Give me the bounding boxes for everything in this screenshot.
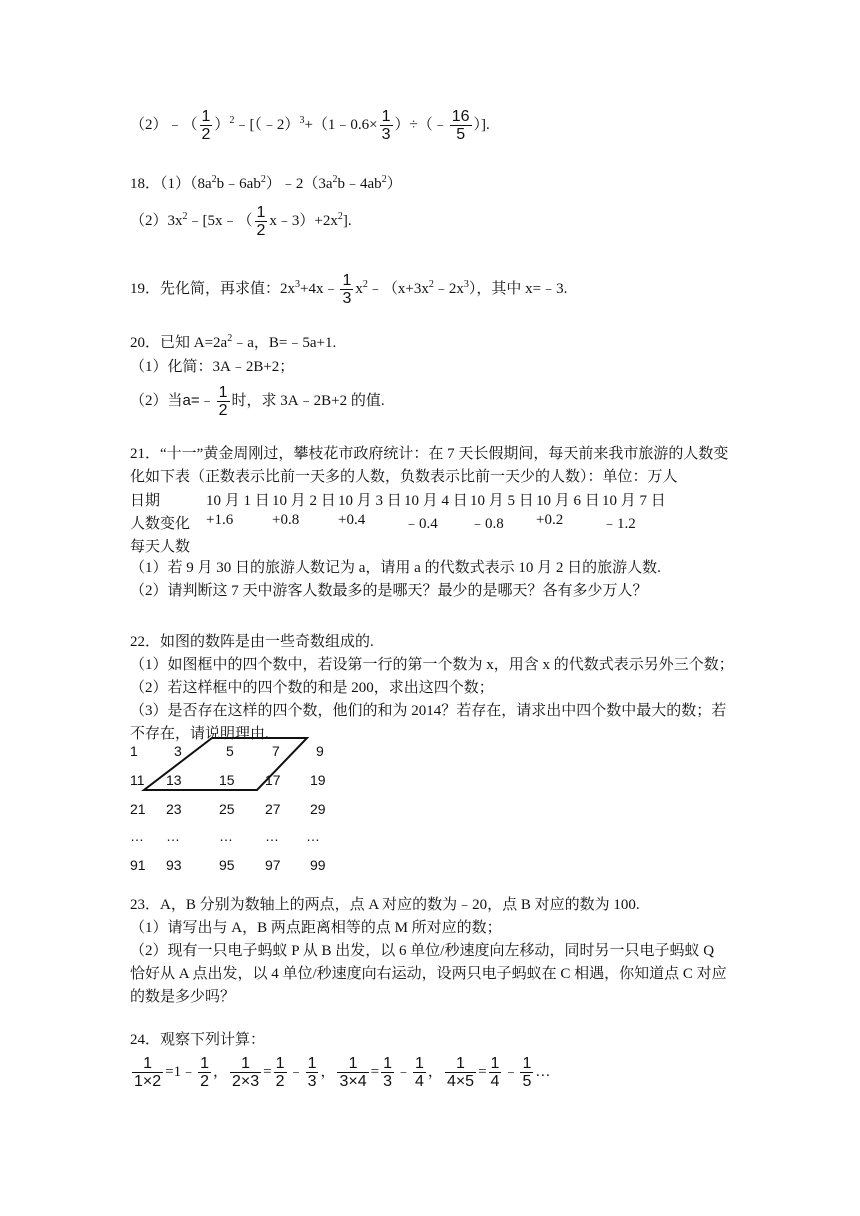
q20-line2: （1）化简：3A﹣2B+2； — [130, 359, 295, 375]
grid-cell: 17 — [265, 772, 281, 788]
grid-cell: 13 — [166, 772, 182, 788]
table-cell: 10 月 1 日 — [206, 493, 270, 509]
grid-cell: 3 — [174, 743, 182, 759]
grid-cell: 99 — [310, 857, 326, 873]
q23-line3: （2）现有一只电子蚂蚁 P 从 B 出发，以 6 单位/秒速度向左移动，同时另一只电子蚂蚁 Q — [130, 943, 715, 959]
table-cell: +0.2 — [536, 512, 564, 528]
grid-cell: 27 — [265, 801, 281, 817]
table-cell: ﹣1.2 — [602, 516, 636, 532]
fraction: $\frac{1}{2}$ — [275, 1055, 285, 1090]
table-cell: +0.4 — [338, 512, 366, 528]
q18-part2: $(2)3x^2﹣[5x﹣$（ $\frac{1}{2}$ $x﹣3)+2x^2$]. — [130, 204, 352, 239]
grid-cell: … — [306, 828, 320, 844]
q17-part2: （2）﹣（ $\frac{1}{2}$ ）$^2$﹣[（﹣2）$^3$+（1﹣0.6× $\frac{1}{3}$ ）÷（﹣ $\frac{16}{5}$ ）]. — [130, 108, 490, 143]
q18-part1: 18．$(1)(8a^2b﹣6ab^2)﹣2(3a^2b﹣4ab^2)$ — [130, 174, 402, 192]
table-cell: 10 月 2 日 — [272, 493, 336, 509]
table-label-date: 日期 — [130, 493, 161, 509]
fraction: $\frac{1}{3}$ — [342, 272, 352, 307]
fraction: $\frac{1}{4}$ — [415, 1055, 424, 1090]
grid-cell: 11 — [130, 772, 145, 788]
q21-line1: 21．“十一”黄金周刚过，攀枝花市政府统计：在 7 天长假期间，每天前来我市旅游的人数变 — [130, 446, 729, 462]
fraction: $\frac{1}{2}$ — [218, 384, 228, 419]
q21-part1: （1）若 9 月 30 日的旅游人数记为 a，请用 a 的代数式表示 10 月 2 日的旅游人数. — [130, 560, 661, 576]
grid-cell: … — [130, 828, 144, 844]
grid-cell: 97 — [265, 857, 281, 873]
q23-line5: 的数是多少吗？ — [130, 989, 236, 1005]
fraction: $\frac{1}{3\times 4}$ — [339, 1055, 367, 1090]
q22-line1: 22．如图的数阵是由一些奇数组成的. — [130, 634, 374, 650]
grid-cell: 15 — [219, 772, 235, 788]
grid-cell: … — [219, 828, 233, 844]
grid-cell: … — [166, 828, 180, 844]
table-cell: 10 月 5 日 — [470, 493, 534, 509]
q24-title: 24．观察下列计算： — [130, 1032, 266, 1048]
table-cell: +0.8 — [272, 512, 300, 528]
table-cell: ﹣0.4 — [404, 516, 438, 532]
q22-line4: （3）是否存在这样的四个数，他们的和为 2014？若存在，请求出中四个数中最大的数；若 — [130, 703, 727, 719]
q20-line3: （2）当a=﹣ $\frac{1}{2}$ 时，求 3A﹣2B+2 的值. — [130, 384, 385, 419]
fraction: $\frac{1}{2}$ — [256, 204, 266, 239]
q19: 19．先化简，再求值：$2x^3+4x﹣$ $\frac{1}{3}$ $x^2﹣(x+3x^2﹣2x^3)$，其中 x=﹣3. — [130, 272, 568, 307]
table-cell: ﹣0.8 — [470, 516, 504, 532]
q23-line2: （1）请写出与 A，B 两点距离相等的点 M 所对应的数； — [130, 920, 502, 936]
table-label-daily: 每天人数 — [130, 539, 191, 555]
table-cell: 10 月 7 日 — [602, 493, 666, 509]
q23-line1: 23．A，B 分别为数轴上的两点，点 A 对应的数为﹣20，点 B 对应的数为 100. — [130, 897, 640, 913]
fraction: $\frac{1}{2}$ — [201, 108, 211, 143]
fraction: $\frac{1}{3}$ — [307, 1055, 317, 1090]
grid-cell: 25 — [219, 801, 235, 817]
grid-cell: 1 — [130, 743, 138, 759]
fraction: $\frac{1}{4\times 5}$ — [446, 1055, 475, 1090]
q23-line4: 恰好从 A 点出发，以 4 单位/秒速度向右运动，设两只电子蚂蚁在 C 相遇，你知道点 C 对应 — [130, 966, 727, 982]
table-cell: 10 月 3 日 — [338, 493, 402, 509]
table-label-change: 人数变化 — [130, 516, 191, 532]
grid-cell: 19 — [310, 772, 326, 788]
fraction: $\frac{1}{4}$ — [490, 1055, 500, 1090]
grid-cell: … — [265, 828, 279, 844]
fraction: $\frac{1}{3}$ — [381, 108, 391, 143]
fraction: $\frac{1}{3}$ — [383, 1055, 392, 1090]
table-cell: 10 月 6 日 — [536, 493, 600, 509]
grid-cell: 95 — [219, 857, 235, 873]
q22-line2: （1）如图框中的四个数中，若设第一行的第一个数为 x，用含 x 的代数式表示另外三个数； — [130, 657, 734, 673]
table-cell: +1.6 — [206, 512, 234, 528]
grid-cell: 91 — [130, 857, 146, 873]
grid-cell: 23 — [166, 801, 182, 817]
fraction: $\frac{1}{2\times 3}$ — [232, 1055, 260, 1090]
grid-cell: 29 — [310, 801, 326, 817]
grid-cell: 7 — [272, 743, 280, 759]
grid-cell: 93 — [166, 857, 182, 873]
q21-part2: （2）请判断这 7 天中游客人数最多的是哪天？最少的是哪天？各有多少万人？ — [130, 583, 648, 599]
fraction: $\frac{1}{1\times 2}$ — [134, 1055, 162, 1090]
q20-line1: 20．已知 $A=2a^2﹣a$，B=﹣5a+1. — [130, 333, 337, 351]
fraction: $\frac{1}{2}$ — [200, 1055, 210, 1090]
grid-cell: 21 — [130, 801, 146, 817]
table-cell: 10 月 4 日 — [404, 493, 468, 509]
q24-series: $\frac{1}{1\times 2}$ =1﹣ $\frac{1}{2}$ ， $\frac{1}{2\times 3}$ = $\frac{1}{2}$ ﹣ $\frac{1}{3}$ ， $\frac{1}{3\times 4}$ = $\frac{1}{3}$ ﹣ $\frac{1}{4}$ ， $\frac{1}{4\times 5}$ = $\frac{1}{4}$ ﹣ $\frac{1}{5}$ … — [134, 1055, 551, 1090]
grid-cell: 5 — [226, 743, 234, 759]
fraction: $\frac{16}{5}$ — [451, 108, 470, 143]
q22-line5: 不存在，请说明理由. — [130, 726, 269, 742]
fraction: $\frac{1}{5}$ — [522, 1055, 532, 1090]
q21-line2: 化如下表（正数表示比前一天多的人数，负数表示比前一天少的人数）：单位：万人 — [130, 469, 678, 485]
grid-cell: 9 — [316, 743, 324, 759]
q22-line3: （2）若这样框中的四个数的和是 200，求出这四个数； — [130, 680, 494, 696]
